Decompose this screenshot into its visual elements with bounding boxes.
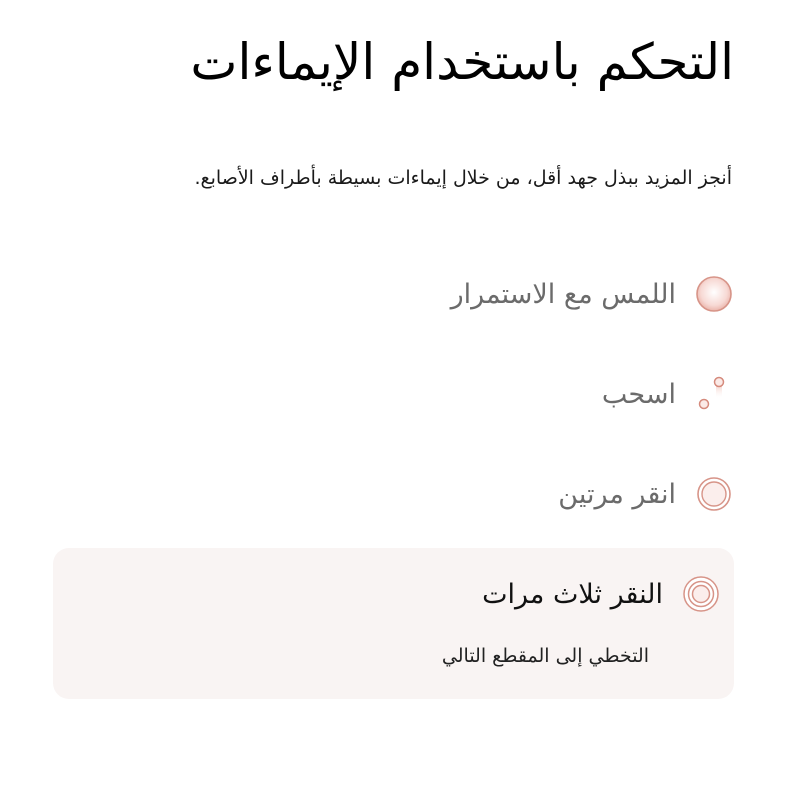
option-swipe[interactable] bbox=[94, 374, 734, 414]
option-double-tap[interactable] bbox=[94, 474, 734, 514]
page-subtitle: أنجز المزيد ببذل جهد أقل، من خلال إيماءات بسيطة بأطراف الأصابع. bbox=[194, 167, 732, 189]
swipe-icon bbox=[694, 374, 734, 414]
option-label: اللمس مع الاستمرار bbox=[450, 278, 676, 310]
option-triple-tap[interactable] bbox=[53, 548, 734, 699]
option-label: اسحب bbox=[601, 378, 676, 410]
option-label: النقر ثلاث مرات bbox=[482, 578, 663, 610]
page-title: التحكم باستخدام الإيماءات bbox=[190, 33, 734, 91]
option-label: انقر مرتين bbox=[558, 478, 676, 510]
triple-tap-icon bbox=[681, 574, 721, 614]
touch-hold-icon bbox=[694, 274, 734, 314]
option-triple-tap-row bbox=[482, 574, 721, 614]
double-tap-icon bbox=[694, 474, 734, 514]
option-description: التخطي إلى المقطع التالي bbox=[441, 645, 649, 667]
option-touch-hold[interactable] bbox=[94, 274, 734, 314]
